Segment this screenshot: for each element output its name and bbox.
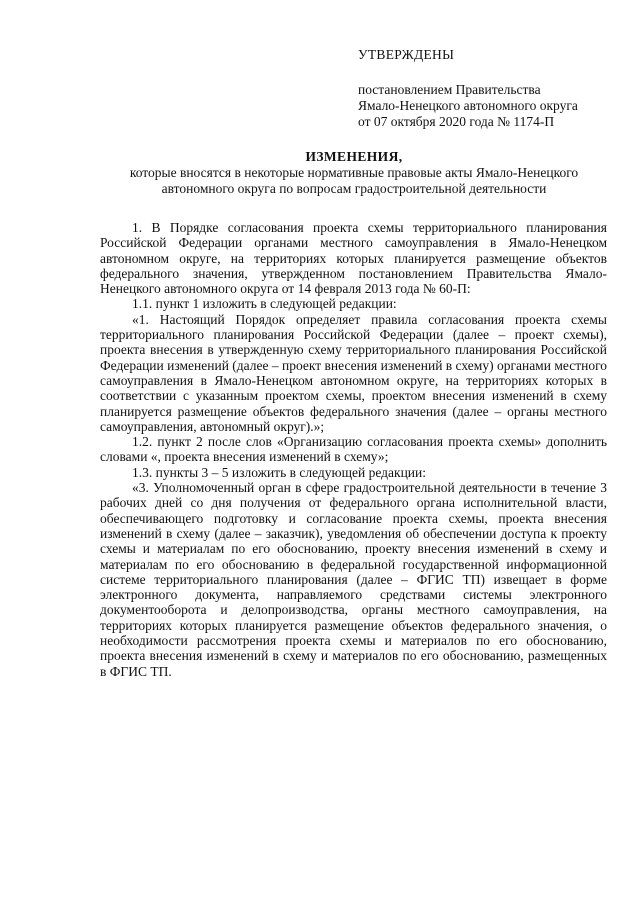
- paragraph: 1.3. пункты 3 – 5 изложить в следующей редакции:: [132, 464, 427, 480]
- approval-line: Ямало-Ненецкого автономного округа: [358, 98, 578, 113]
- paragraph: 1.2. пункт 2 после слов «Организацию согласования проекта схемы» дополнить словами «, проекта внесения изменений в схему»;: [100, 434, 607, 465]
- document-title-block: [100, 149, 608, 197]
- paragraph: «1. Настоящий Порядок определяет правила согласования проекта схемы территориального планирования Российской Федерации (далее – проект схемы), проекта внесения в утвержденную схему территориального планирования Российской Федерации изменений (далее – проект внесения изменений в схему) органами местного самоуправления в Ямало-Ненецком автономном округе, на территориях которых в соответствии с указанным проектом схемы, проектом внесения изменений в схему планируется размещение объектов федерального значения (далее – органы местного самоуправления, автономный округ).»;: [100, 311, 608, 434]
- approval-line: от 07 октября 2020 года № 1174-П: [358, 114, 555, 129]
- approval-block: [358, 47, 628, 130]
- approval-heading: УТВЕРЖДЕНЫ: [358, 47, 455, 62]
- paragraph: «3. Уполномоченный орган в сфере градостроительной деятельности в течение 3 рабочих дней со дня получения от федерального органа исполнительной власти, обеспечивающего подготовку и согласование проекта схемы, проекта внесения изменений в схему (далее – заказчик), уведомления об обеспечении доступа к проекту схемы и материалам по его обоснованию, проекту внесения изменений в схему и материалам по его обоснованию в федеральной государственной информационной системе территориального планирования (далее – ФГИС ТП) извещает в форме электронного документа, направляемого средствами системы электронного документооборота и делопроизводства, органы местного самоуправления, на территориях которых планируется размещение объектов федерального значения, о необходимости рассмотрения проекта схемы и материалов по его обоснованию, проекта внесения изменений в схему и материалов по его обоснованию, размещенных в ФГИС ТП.: [100, 480, 607, 679]
- paragraph: 1.1. пункт 1 изложить в следующей редакции:: [132, 296, 397, 312]
- document-subtitle-line: автономного округа по вопросам градостроительной деятельности: [161, 181, 547, 196]
- paragraph: 1. В Порядке согласования проекта схемы территориального планирования Российской Федерации органами местного самоуправления в Ямало-Ненецком автономном округе, на территориях которых планируется размещение объектов федерального значения, утвержденном постановлением Правительства Ямало-Ненецкого автономного округа от 14 февраля 2013 года № 60-П:: [100, 220, 607, 297]
- document-body: [100, 220, 607, 679]
- document-subtitle-line: которые вносятся в некоторые нормативные правовые акты Ямало-Ненецкого: [129, 165, 579, 180]
- approval-line: постановлением Правительства: [358, 82, 541, 97]
- document-title: ИЗМЕНЕНИЯ,: [305, 149, 403, 164]
